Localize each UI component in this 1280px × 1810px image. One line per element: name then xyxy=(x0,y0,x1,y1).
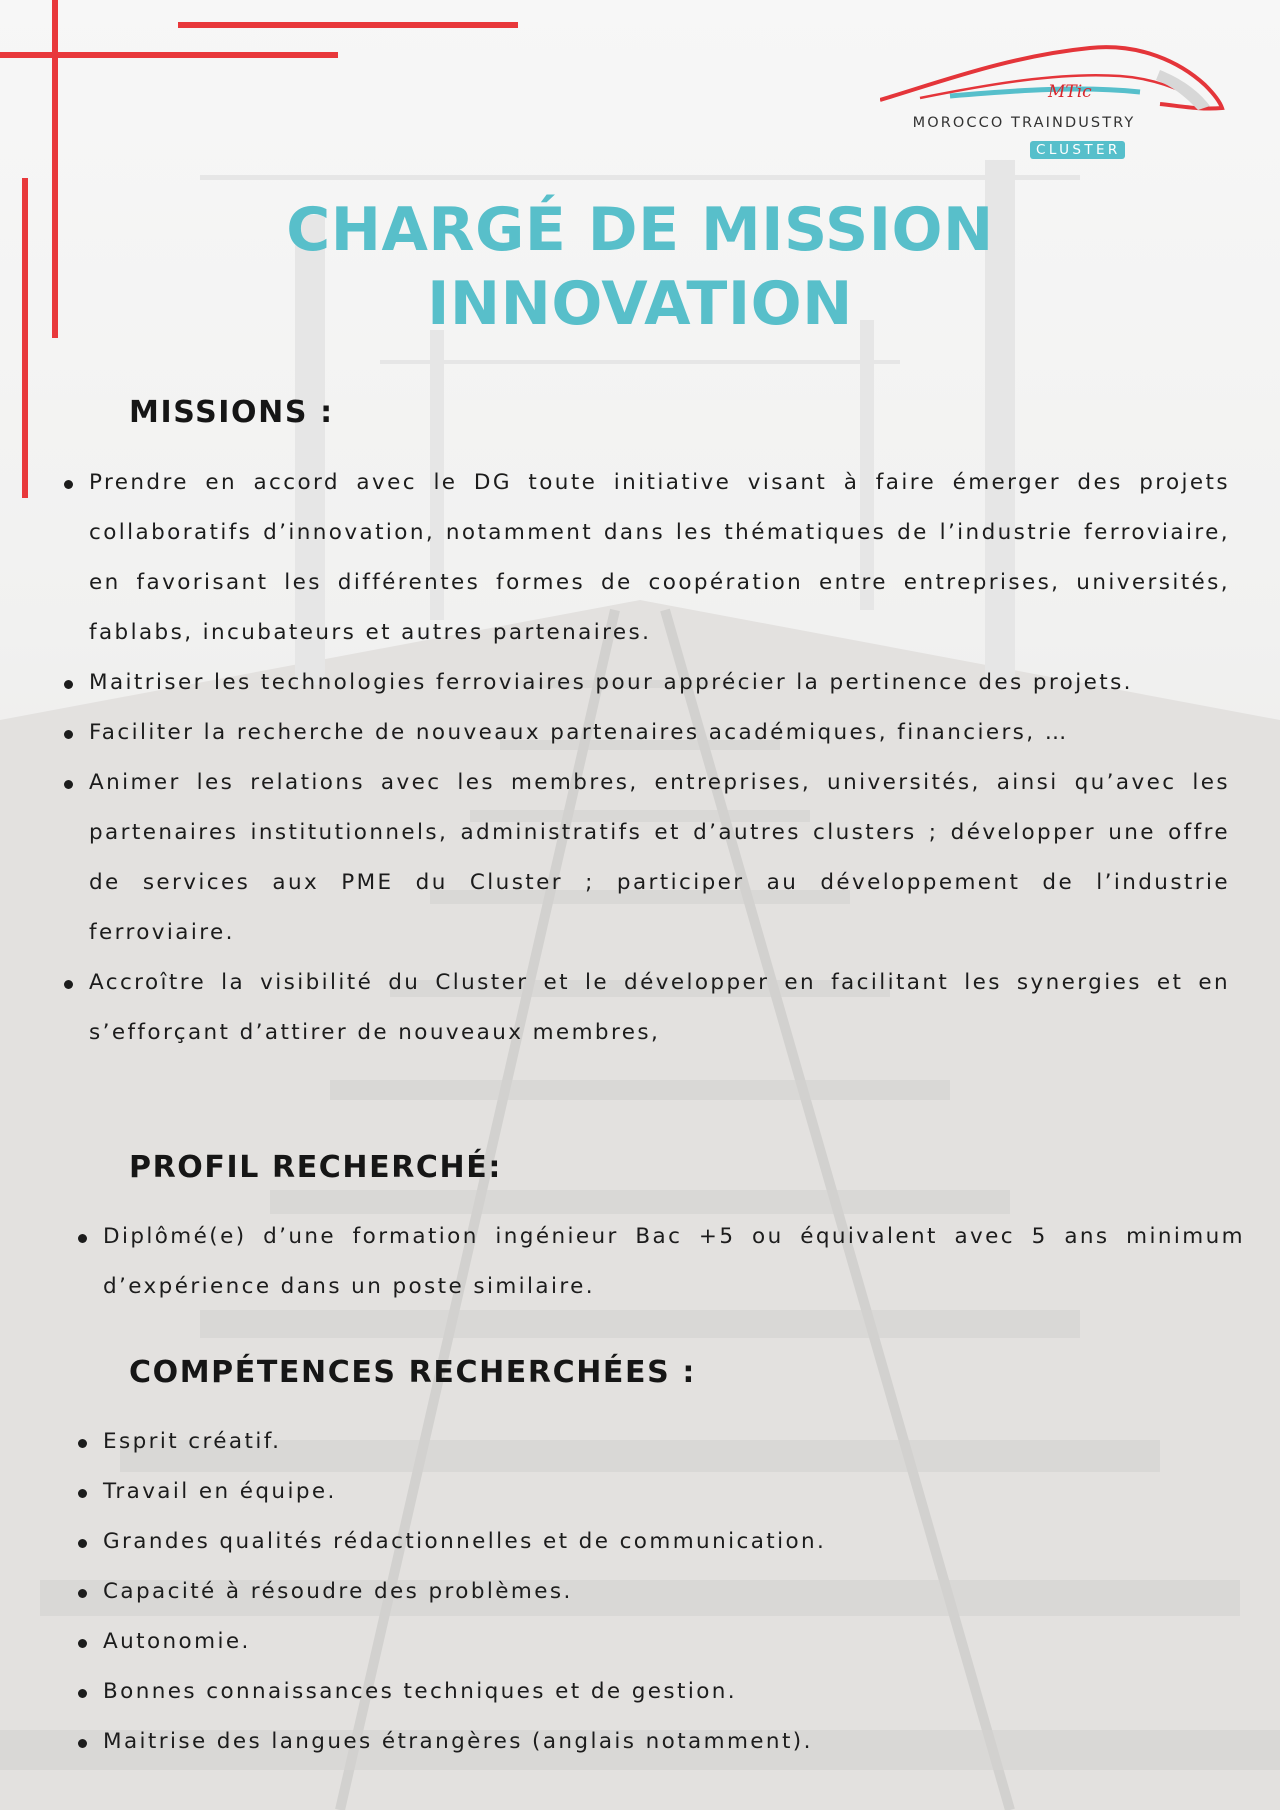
red-accent-horizontal-top xyxy=(178,22,518,28)
missions-list xyxy=(89,458,1230,1058)
logo-cluster-badge: CLUSTER xyxy=(1030,141,1125,159)
red-accent-vertical-left xyxy=(22,178,28,498)
profil-heading: PROFIL RECHERCHÉ: xyxy=(129,1150,502,1185)
red-accent-vertical xyxy=(52,0,58,338)
list-item: Maitriser les technologies ferroviaires pour apprécier la pertinence des projets. xyxy=(89,658,1230,708)
missions-heading: MISSIONS : xyxy=(129,395,334,430)
list-item: Esprit créatif. xyxy=(103,1417,1245,1467)
list-item: Accroître la visibilité du Cluster et le développer en facilitant les synergies et en s’efforçant d’attirer de nouveaux membres, xyxy=(89,958,1230,1058)
list-item: Bonnes connaissances techniques et de gestion. xyxy=(103,1667,1245,1717)
logo-name: MOROCCO TRAINDUSTRY xyxy=(912,115,1136,131)
list-item: Prendre en accord avec le DG toute initiative visant à faire émerger des projets collaboratifs d’innovation, notamment dans les thématiques de l’industrie ferroviaire, en favorisant les différentes formes de coopération entre entreprises, universités, fablabs, incubateurs et autres partenaires. xyxy=(89,458,1230,658)
title-line-2: INNOVATION xyxy=(427,269,853,339)
list-item: Diplômé(e) d’une formation ingénieur Bac +5 ou équivalent avec 5 ans minimum d’expérience dans un poste similaire. xyxy=(103,1212,1245,1312)
profil-list xyxy=(103,1212,1245,1312)
list-item: Autonomie. xyxy=(103,1617,1245,1667)
list-item: Grandes qualités rédactionnelles et de communication. xyxy=(103,1517,1245,1567)
logo xyxy=(880,40,1240,165)
list-item: Capacité à résoudre des problèmes. xyxy=(103,1567,1245,1617)
competences-heading: COMPÉTENCES RECHERCHÉES : xyxy=(129,1355,696,1390)
list-item: Travail en équipe. xyxy=(103,1467,1245,1517)
list-item: Faciliter la recherche de nouveaux partenaires académiques, financiers, … xyxy=(89,708,1230,758)
competences-list xyxy=(103,1417,1245,1767)
list-item: Maitrise des langues étrangères (anglais notamment). xyxy=(103,1717,1245,1767)
page-title xyxy=(200,193,1080,341)
logo-mark: MTic xyxy=(1048,82,1092,102)
red-accent-horizontal xyxy=(0,52,338,58)
title-line-1: CHARGÉ DE MISSION xyxy=(286,195,994,265)
list-item: Animer les relations avec les membres, entreprises, universités, ainsi qu’avec les partenaires institutionnels, administratifs et d’autres clusters ; développer une offre de services aux PME du Cluster ; participer au développement de l’industrie ferroviaire. xyxy=(89,758,1230,958)
